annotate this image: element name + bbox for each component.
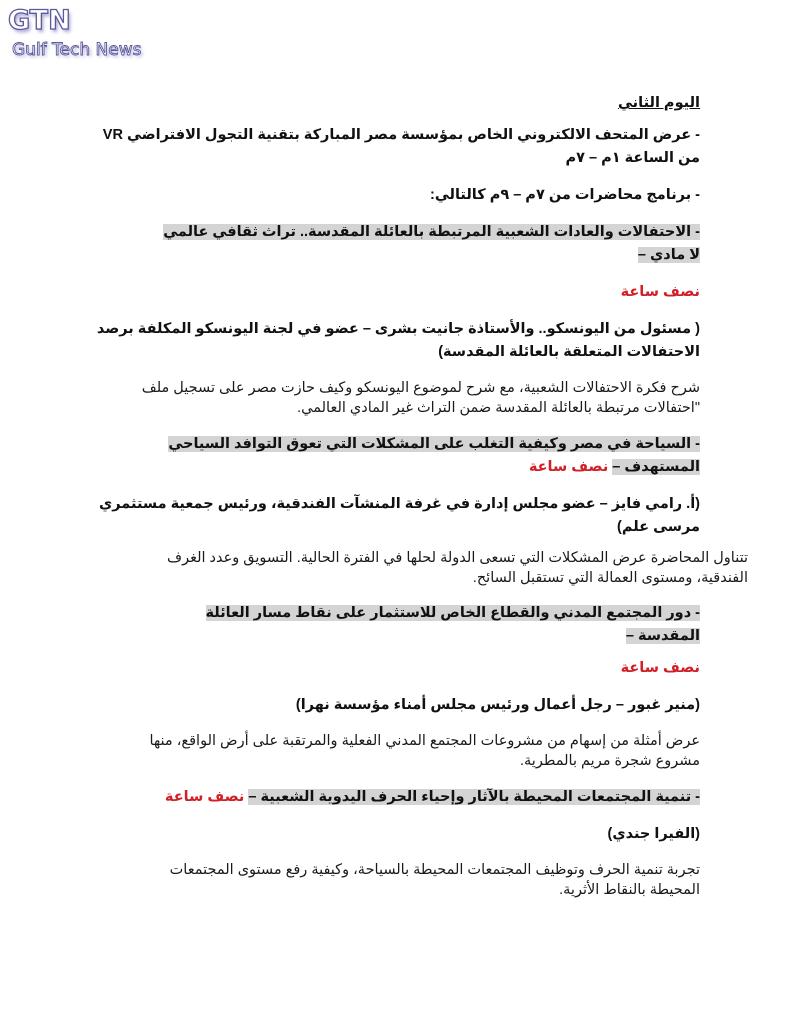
lecture-1 bbox=[92, 221, 700, 418]
lecture-duration: نصف ساعة bbox=[620, 284, 700, 300]
lecture-description: شرح فكرة الاحتفالات الشعبية، مع شرح لموضوع اليونسكو وكيف حازت مصر على تسجيل ملف "احتفالات مرتبطة بالعائلة المقدسة ضمن التراث غير المادي العالمي. bbox=[141, 380, 700, 416]
lecture-speaker: (أ. رامي فايز – عضو مجلس إدارة في غرفة المنشآت الفندقية، ورئيس جمعية مستثمري مرسى علم) bbox=[99, 495, 700, 535]
logo-title: GTN bbox=[8, 5, 71, 36]
lecture-2 bbox=[92, 433, 748, 588]
lecture-speaker: (الفيرا جندي) bbox=[607, 825, 700, 842]
logo-subtitle: Gulf Tech News bbox=[12, 40, 142, 60]
lecture-title: - دور المجتمع المدني والقطاع الخاص للاستثمار على نقاط مسار العائلة المقدسة – bbox=[205, 605, 700, 644]
lectures-intro: - برنامج محاضرات من ٧م – ٩م كالتالي: bbox=[430, 187, 700, 203]
lecture-speaker: (منير غبور – رجل أعمال ورئيس مجلس أمناء مؤسسة نهرا) bbox=[295, 697, 700, 713]
lecture-duration: نصف ساعة bbox=[620, 660, 700, 676]
lecture-description: تجربة تنمية الحرف وتوظيف المجتمعات المحيطة بالسياحة، وكيفية رفع مستوى المجتمعات المحيطة بالنقاط الأثرية. bbox=[169, 861, 700, 898]
lecture-duration: نصف ساعة bbox=[164, 788, 245, 805]
site-logo bbox=[8, 6, 141, 60]
lecture-description: عرض أمثلة من إسهام من مشروعات المجتمع المدني الفعلية والمرتقبة على أرض الواقع، منها مشروع شجرة مريم بالمطرية. bbox=[149, 733, 700, 769]
lecture-title: - الاحتفالات والعادات الشعبية المرتبطة بالعائلة المقدسة.. تراث ثقافي عالمي لا مادي – bbox=[163, 224, 700, 263]
lecture-title: - السياحة في مصر وكيفية التغلب على المشكلات التي تعوق التوافد السياحي المستهدف – bbox=[168, 435, 700, 475]
document-body bbox=[92, 92, 748, 914]
day-heading: اليوم الثاني bbox=[618, 95, 700, 111]
museum-item: - عرض المتحف الالكتروني الخاص بمؤسسة مصر المباركة بتقنية التجول الافتراضي VR من الساعة ١م – ٧م bbox=[102, 127, 700, 166]
lecture-4 bbox=[92, 786, 700, 900]
lecture-description: تتناول المحاضرة عرض المشكلات التي تسعى الدولة لحلها في الفترة الحالية. التسويق وعدد الغرف الفندقية، ومستوى العمالة التي تستقبل السائح. bbox=[167, 549, 748, 586]
lecture-duration: نصف ساعة bbox=[528, 458, 609, 475]
lecture-3 bbox=[92, 602, 700, 771]
lecture-title: - تنمية المجتمعات المحيطة بالآثار وإحياء الحرف اليدوية الشعبية – bbox=[248, 788, 700, 805]
lecture-speaker: ( مسئول من اليونسكو.. والأستاذة جانيت بشرى – عضو في لجنة اليونسكو المكلفة برصد الاحتفالات المتعلقة بالعائلة المقدسة) bbox=[96, 321, 700, 360]
